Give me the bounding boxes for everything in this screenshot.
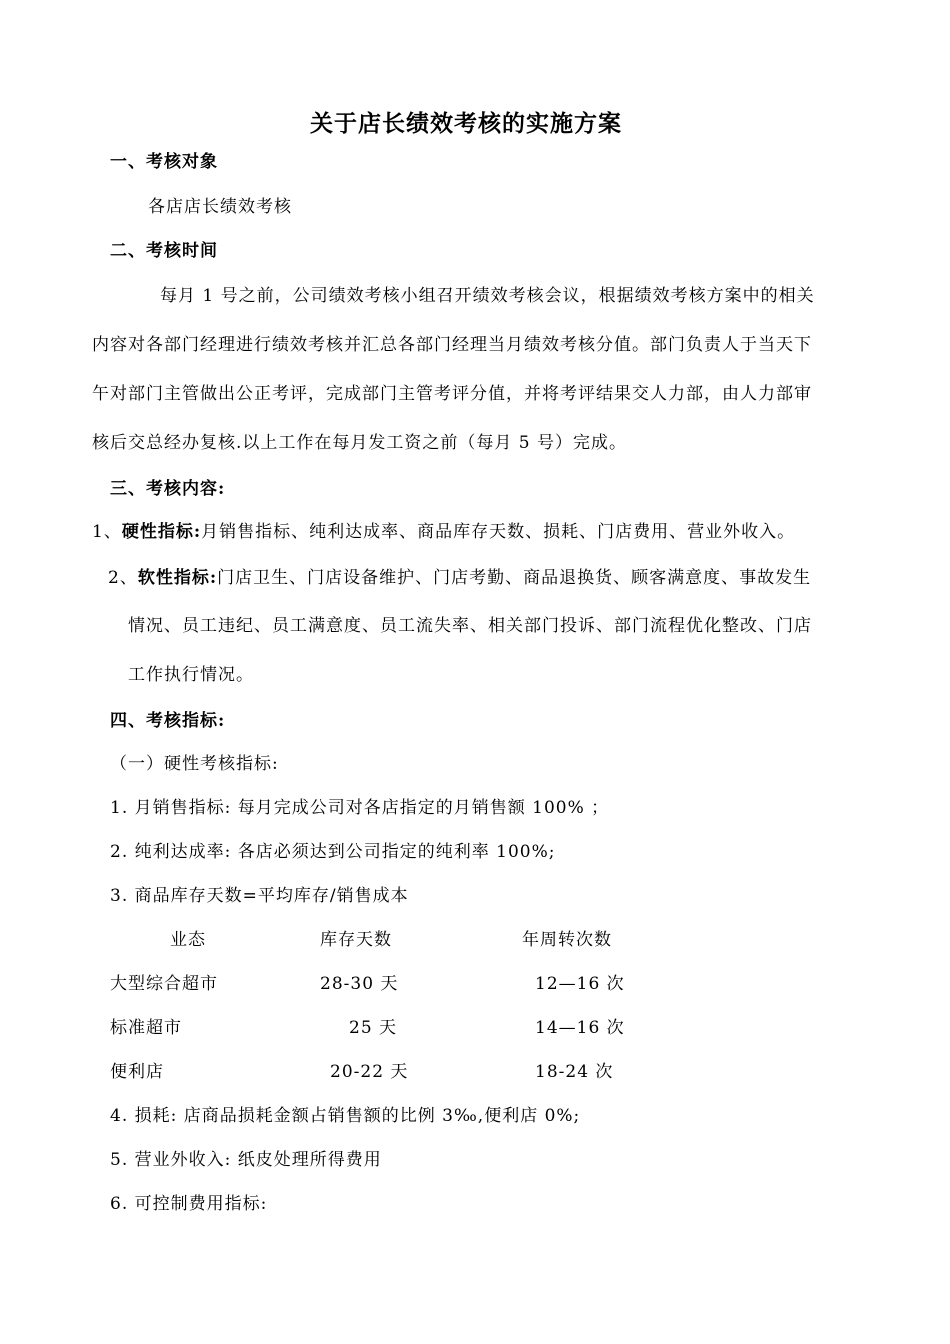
table-cell: 便利店	[110, 1062, 164, 1082]
item-number: 1、	[92, 522, 122, 542]
table-header-days: 库存天数	[320, 930, 392, 950]
section-3-item-1	[92, 521, 795, 543]
section-4-subheading: （一）硬性考核指标:	[110, 754, 279, 774]
document-title: 关于店长绩效考核的实施方案	[310, 110, 622, 137]
section-3-item-2	[108, 567, 811, 589]
table-cell: 28-30 天	[320, 974, 399, 994]
table-cell: 标准超市	[110, 1018, 182, 1038]
section-4-item-1: 1. 月销售指标: 每月完成公司对各店指定的月销售额 100% ；	[110, 798, 610, 818]
table-cell: 18-24 次	[535, 1062, 614, 1082]
section-4-item-4: 4. 损耗: 店商品损耗金额占销售额的比例 3‰,便利店 0%;	[110, 1106, 581, 1126]
section-1-heading: 一、考核对象	[110, 152, 218, 172]
table-cell: 大型综合超市	[110, 974, 218, 994]
table-header-format: 业态	[170, 930, 206, 950]
section-2-paragraph-line: 每月 1 号之前，公司绩效考核小组召开绩效考核会议，根据绩效考核方案中的相关	[160, 286, 815, 306]
section-1-text: 各店店长绩效考核	[148, 197, 292, 217]
table-header-turnover: 年周转次数	[522, 930, 612, 950]
section-2-heading: 二、考核时间	[110, 241, 218, 261]
section-4-item-2: 2. 纯利达成率: 各店必须达到公司指定的纯利率 100%;	[110, 842, 556, 862]
section-3-item-2-continued: 工作执行情况。	[128, 665, 254, 685]
section-3-heading: 三、考核内容:	[110, 479, 226, 499]
table-cell: 14—16 次	[535, 1018, 625, 1038]
section-2-paragraph-line: 午对部门主管做出公正考评，完成部门主管考评分值，并将考评结果交人力部，由人力部审	[92, 384, 812, 404]
item-text: 月销售指标、纯利达成率、商品库存天数、损耗、门店费用、营业外收入。	[201, 522, 796, 542]
table-cell: 20-22 天	[330, 1062, 409, 1082]
table-cell: 12—16 次	[535, 974, 625, 994]
section-4-item-5: 5. 营业外收入: 纸皮处理所得费用	[110, 1150, 382, 1170]
section-4-item-3: 3. 商品库存天数=平均库存/销售成本	[110, 886, 409, 906]
section-4-heading: 四、考核指标:	[110, 711, 226, 731]
table-cell: 25 天	[349, 1018, 398, 1038]
item-label: 软性指标:	[137, 568, 218, 588]
section-2-paragraph-line: 核后交总经办复核.以上工作在每月发工资之前（每月 5 号）完成。	[92, 433, 628, 453]
item-text: 门店卫生、门店设备维护、门店考勤、商品退换货、顾客满意度、事故发生	[217, 568, 812, 588]
item-label: 硬性指标:	[121, 522, 202, 542]
section-2-paragraph-line: 内容对各部门经理进行绩效考核并汇总各部门经理当月绩效考核分值。部门负责人于当天下	[92, 335, 812, 355]
item-number: 2、	[108, 568, 138, 588]
section-3-item-2-continued: 情况、员工违纪、员工满意度、员工流失率、相关部门投诉、部门流程优化整改、门店	[128, 616, 812, 636]
section-4-item-6: 6. 可控制费用指标:	[110, 1194, 268, 1214]
